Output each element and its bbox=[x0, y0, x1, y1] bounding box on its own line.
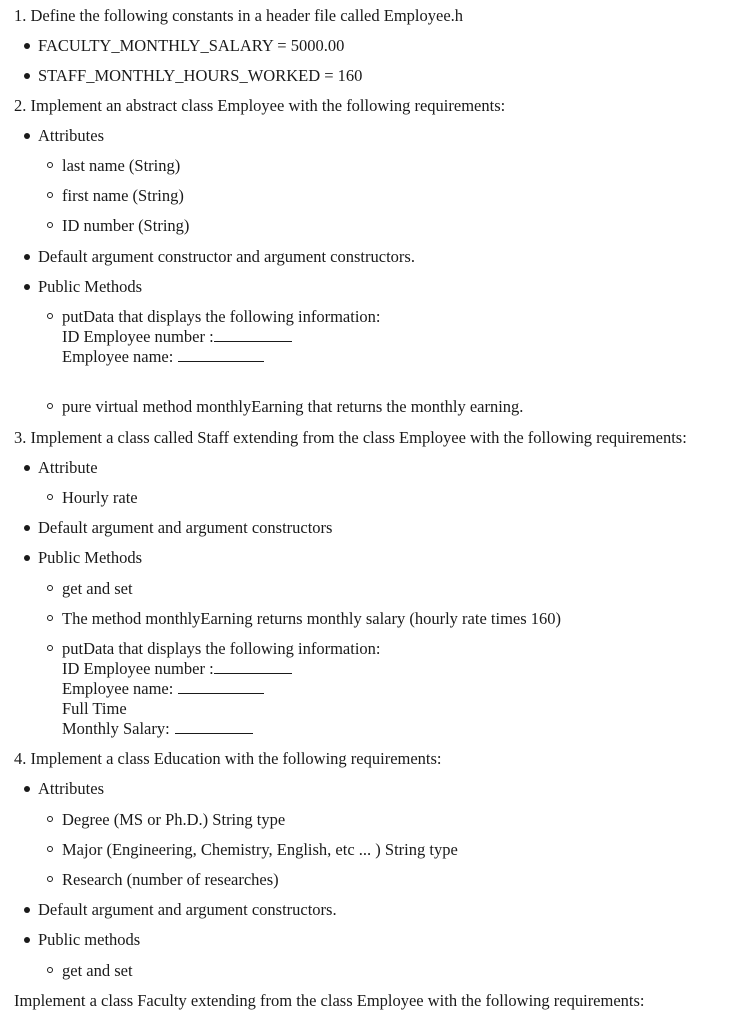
staff-putdata-name-line bbox=[62, 679, 264, 699]
employee-constructors: Default argument constructor and argument constructors. bbox=[38, 247, 415, 266]
constant-staff-hours: STAFF_MONTHLY_HOURS_WORKED = 160 bbox=[38, 66, 363, 85]
staff-attribute-label: Attribute bbox=[38, 458, 98, 477]
education-get-set: get and set bbox=[62, 961, 133, 980]
blank-line bbox=[175, 719, 253, 734]
section-2-heading: 2. Implement an abstract class Employee with the following requirements: bbox=[14, 96, 506, 115]
staff-putdata-id-line bbox=[62, 659, 292, 679]
employee-attributes-label: Attributes bbox=[38, 126, 104, 145]
education-attribute-degree: Degree (MS or Ph.D.) String type bbox=[62, 810, 286, 829]
staff-constructors: Default argument and argument constructors bbox=[38, 518, 333, 537]
section-4-heading: 4. Implement a class Education with the following requirements: bbox=[14, 749, 442, 768]
employee-putdata-id-line bbox=[62, 327, 292, 347]
employee-virtual-method: pure virtual method monthlyEarning that returns the monthly earning. bbox=[62, 397, 524, 416]
staff-putdata-salary-label: Monthly Salary: bbox=[62, 719, 170, 738]
section-3-heading: 3. Implement a class called Staff extending from the class Employee with the following requirements: bbox=[14, 428, 687, 447]
staff-putdata-fulltime: Full Time bbox=[62, 699, 127, 718]
section-5-heading: Implement a class Faculty extending from the class Employee with the following requirements: bbox=[14, 991, 645, 1010]
employee-putdata-name-line bbox=[62, 347, 264, 367]
blank-line bbox=[214, 659, 292, 674]
section-1-heading: 1. Define the following constants in a header file called Employee.h bbox=[14, 6, 464, 25]
employee-attribute-id: ID number (String) bbox=[62, 216, 190, 235]
employee-attribute-last-name: last name (String) bbox=[62, 156, 181, 175]
education-attribute-research: Research (number of researches) bbox=[62, 870, 279, 889]
constant-faculty-salary: FACULTY_MONTHLY_SALARY = 5000.00 bbox=[38, 36, 345, 55]
blank-line bbox=[178, 679, 264, 694]
education-methods-label: Public methods bbox=[38, 930, 141, 949]
staff-putdata-salary-line bbox=[62, 719, 253, 739]
staff-putdata-id-label: ID Employee number : bbox=[62, 659, 214, 678]
employee-putdata-intro: putData that displays the following information: bbox=[62, 307, 381, 326]
education-constructors: Default argument and argument constructors. bbox=[38, 900, 337, 919]
education-attributes-label: Attributes bbox=[38, 779, 104, 798]
employee-attribute-first-name: first name (String) bbox=[62, 186, 184, 205]
blank-line bbox=[214, 327, 292, 342]
staff-putdata-name-label: Employee name: bbox=[62, 679, 174, 698]
employee-putdata-name-label: Employee name: bbox=[62, 347, 174, 366]
staff-putdata-intro: putData that displays the following information: bbox=[62, 639, 381, 658]
education-attribute-major: Major (Engineering, Chemistry, English, etc ... ) String type bbox=[62, 840, 458, 859]
staff-methods-label: Public Methods bbox=[38, 548, 143, 567]
staff-get-set: get and set bbox=[62, 579, 133, 598]
staff-monthly-earning: The method monthlyEarning returns monthly salary (hourly rate times 160) bbox=[62, 609, 562, 628]
employee-methods-label: Public Methods bbox=[38, 277, 143, 296]
employee-putdata-id-label: ID Employee number : bbox=[62, 327, 214, 346]
blank-line bbox=[178, 347, 264, 362]
staff-attribute-hourly-rate: Hourly rate bbox=[62, 488, 138, 507]
